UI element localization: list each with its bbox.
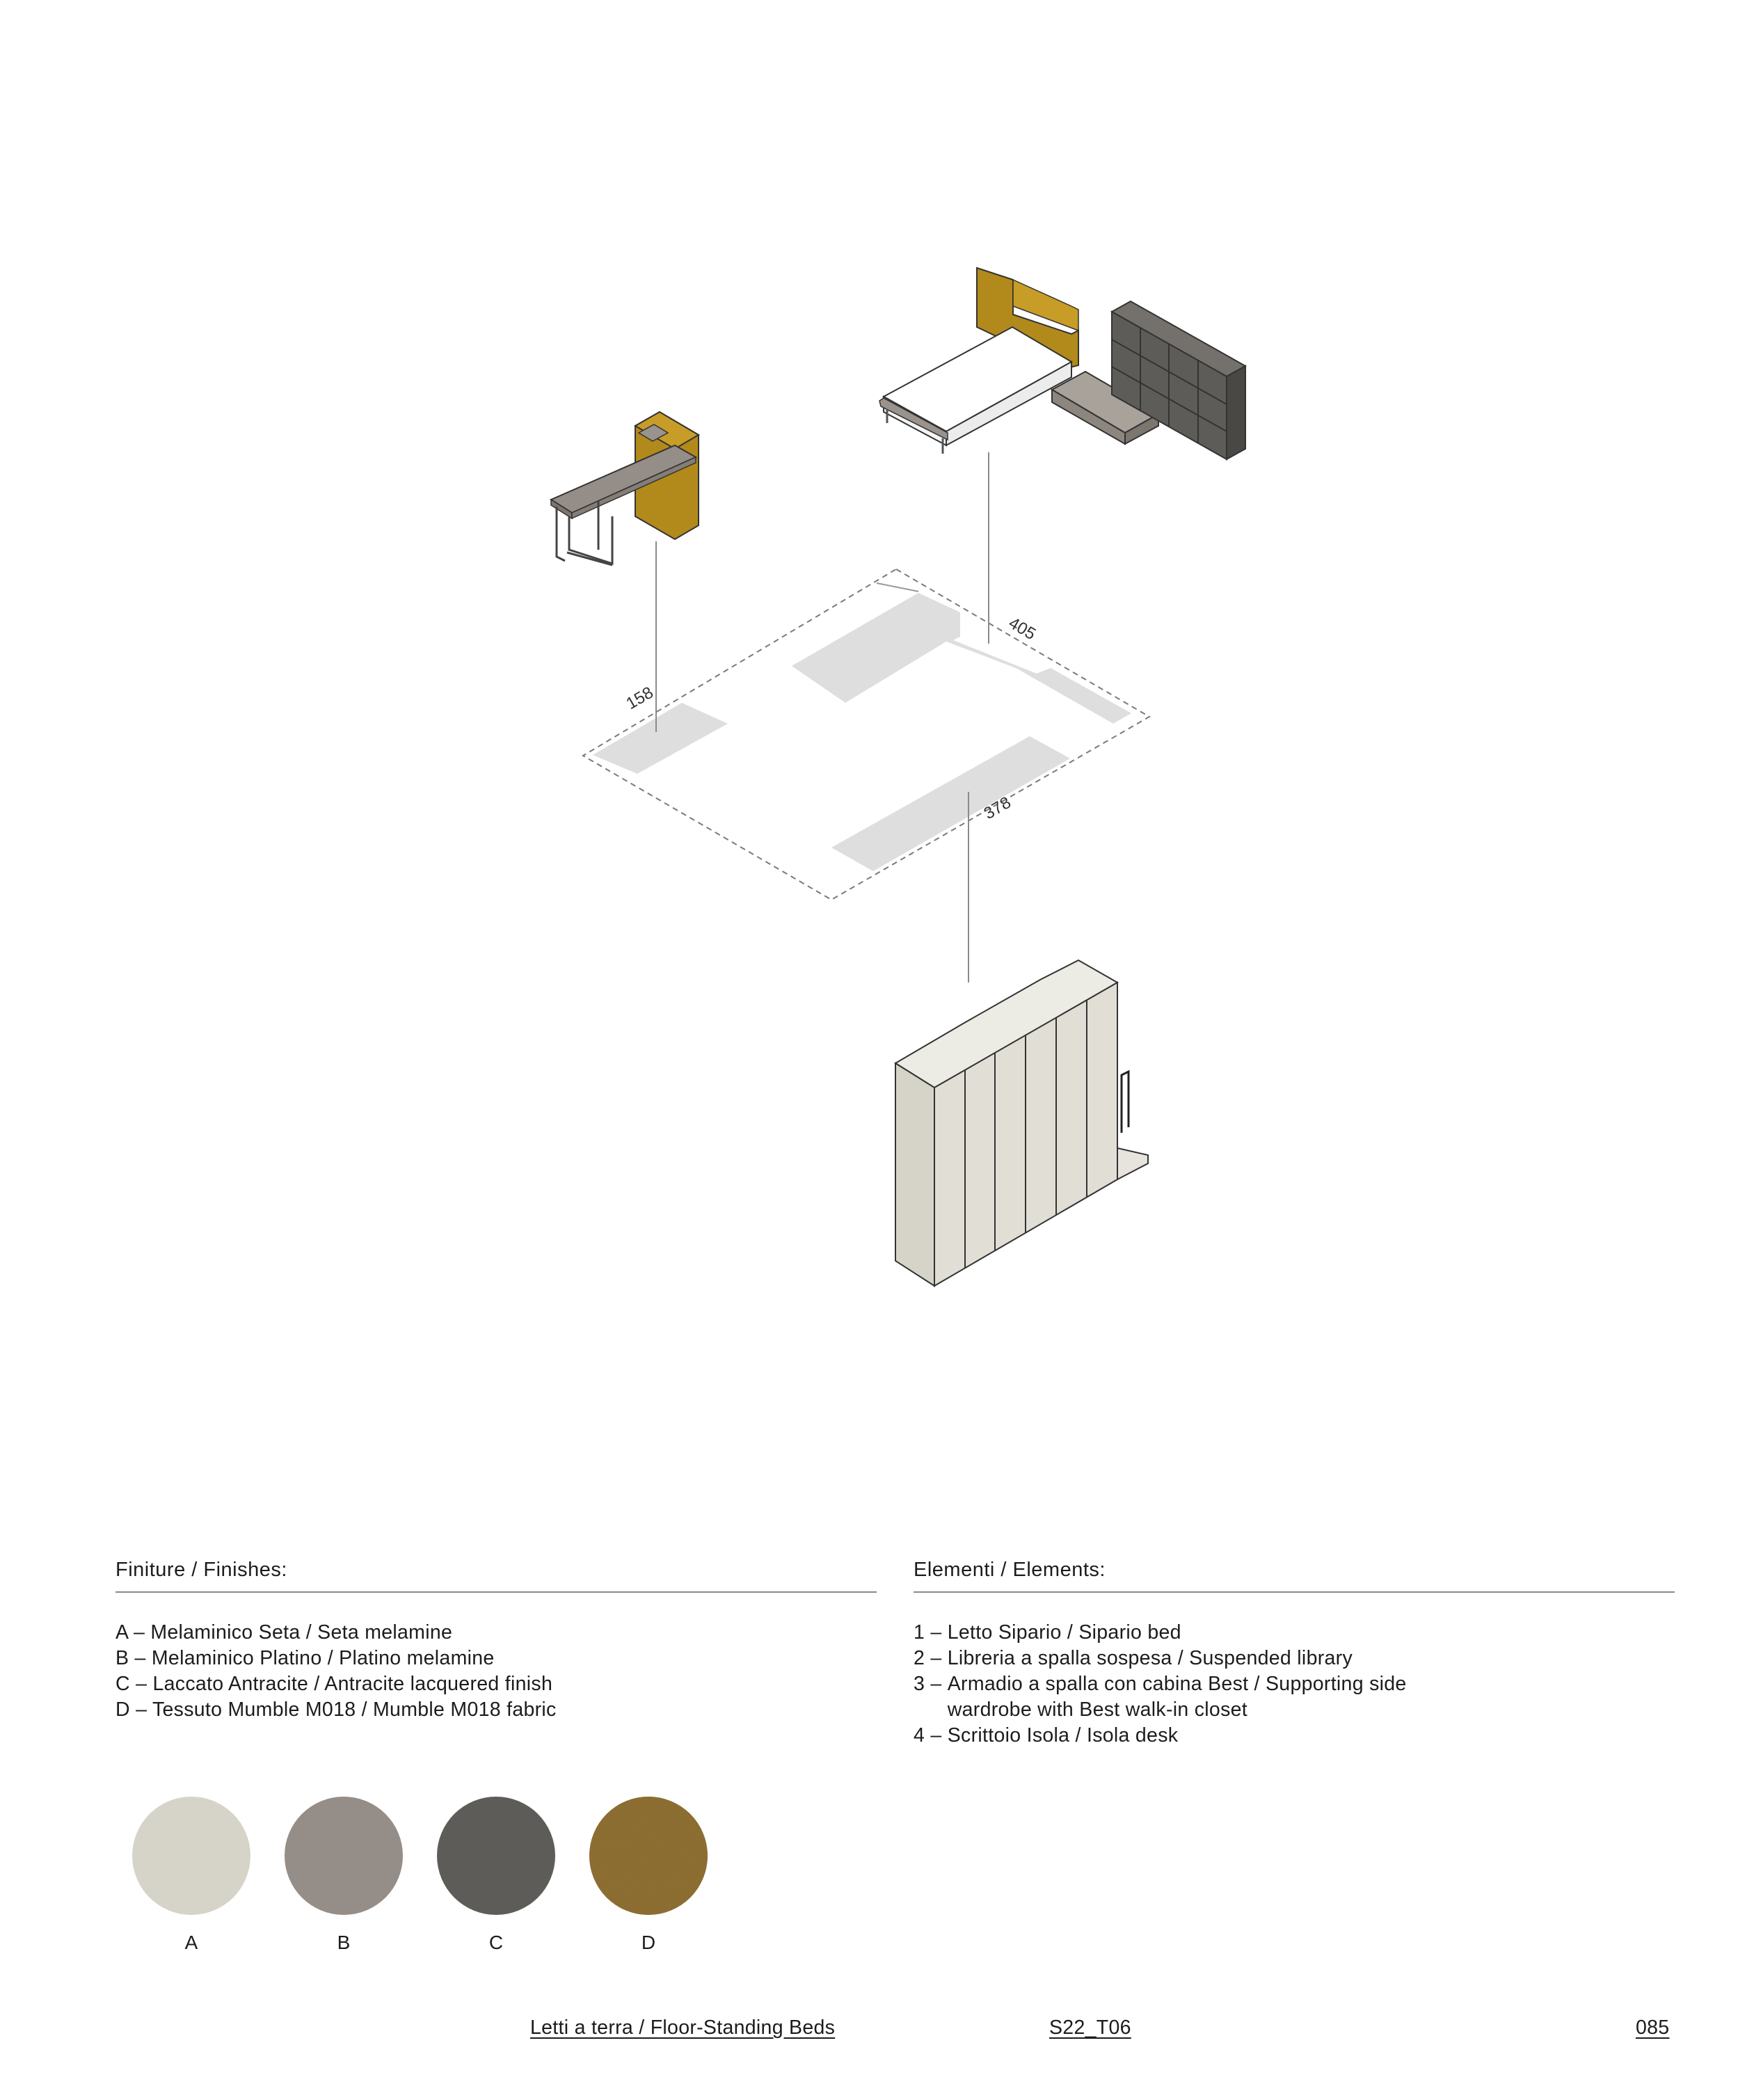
element-item-3 (914, 1671, 1476, 1723)
element-text: Libreria a spalla sospesa / Suspended library (947, 1647, 1353, 1669)
finish-item-a: A – Melaminico Seta / Seta melamine (115, 1621, 453, 1644)
finish-swatch-d (589, 1797, 708, 1915)
swatch-label-a: A (184, 1932, 198, 1953)
bed-sipario (879, 268, 1078, 454)
footer-page-number[interactable]: 085 (1636, 2017, 1670, 2039)
finish-swatch-c (437, 1797, 555, 1915)
elements-list (914, 1620, 1476, 1749)
finishes-title: Finiture / Finishes: (115, 1559, 877, 1593)
finish-item-c: C – Laccato Antracite / Antracite lacquered finish (115, 1673, 553, 1695)
finishes-list (115, 1620, 557, 1723)
element-text: Armadio a spalla con cabina Best / Supporting side wardrobe with Best walk-in closet (947, 1673, 1407, 1721)
element-item-1 (914, 1620, 1476, 1646)
fabric-texture-icon (589, 1797, 708, 1915)
finish-item-d: D – Tessuto Mumble M018 / Mumble M018 fabric (115, 1699, 557, 1721)
desk-isola (551, 412, 699, 565)
dimension-label-405: 405 (1005, 613, 1039, 644)
finish-swatch-a (132, 1797, 250, 1915)
element-item-4 (914, 1723, 1476, 1749)
wardrobe-best (895, 960, 1148, 1286)
dimension-label-158: 158 (623, 683, 657, 714)
finish-item-b: B – Melaminico Platino / Platino melamine (115, 1647, 495, 1669)
element-number: 1 – (914, 1621, 948, 1644)
element-item-2 (914, 1646, 1476, 1671)
footer-section-link[interactable]: Letti a terra / Floor-Standing Beds (530, 2017, 836, 2039)
element-number: 3 – (914, 1673, 948, 1695)
swatch-label-c: C (488, 1932, 504, 1953)
element-number: 4 – (914, 1724, 948, 1747)
dimension-label-378: 378 (980, 793, 1014, 824)
element-text: Letto Sipario / Sipario bed (947, 1621, 1181, 1644)
swatch-label-d: D (641, 1932, 656, 1953)
floor-plan (583, 569, 1149, 900)
element-number: 2 – (914, 1647, 948, 1669)
elements-title: Elementi / Elements: (914, 1559, 1675, 1593)
footer-code-link[interactable]: S22_T06 (1049, 2017, 1131, 2039)
finish-swatch-b (285, 1797, 403, 1915)
element-text: Scrittoio Isola / Isola desk (947, 1724, 1179, 1747)
swatch-label-b: B (337, 1932, 351, 1953)
